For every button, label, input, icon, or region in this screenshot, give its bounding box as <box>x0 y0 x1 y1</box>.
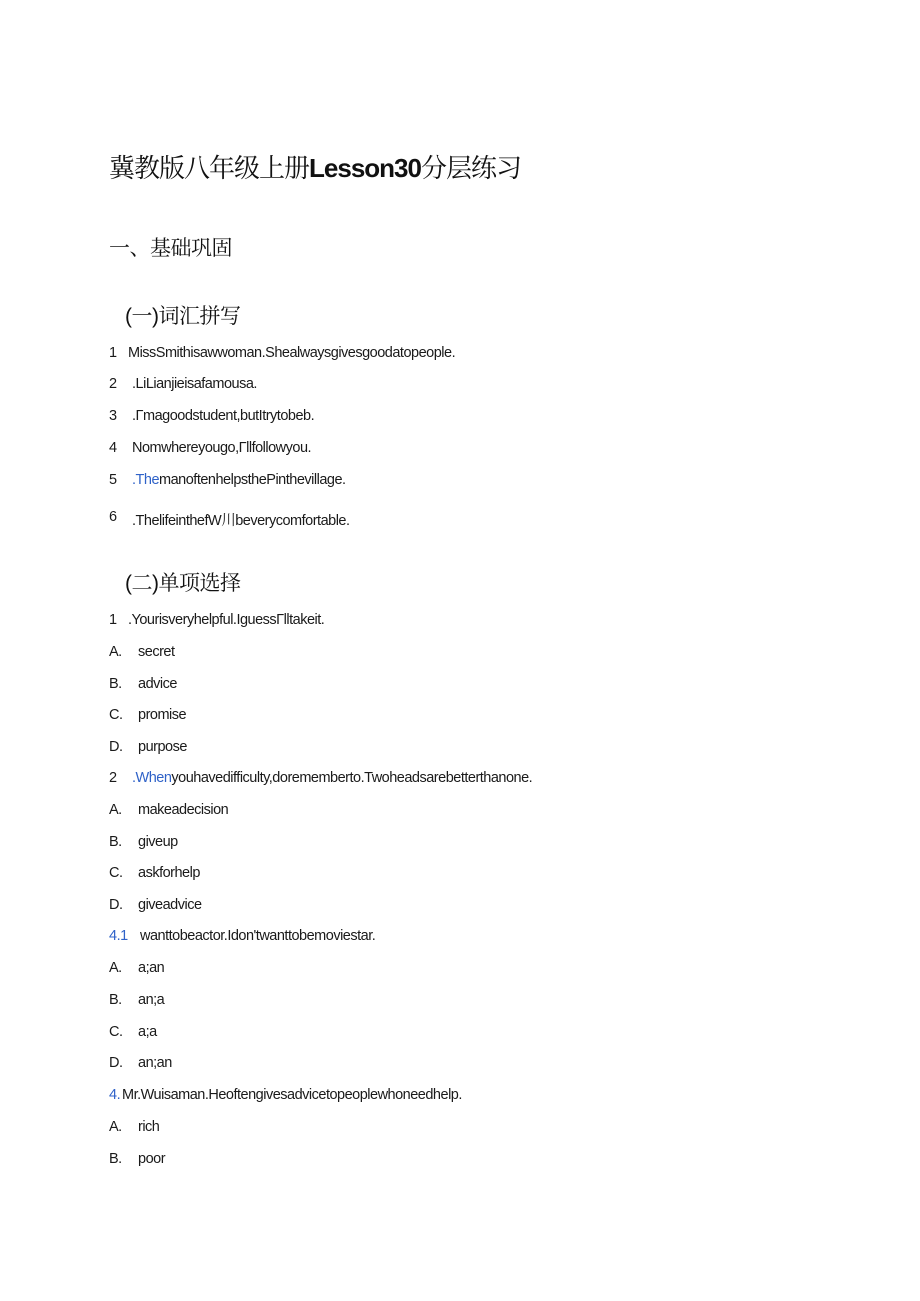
option: D. purpose <box>109 739 187 755</box>
option: A. a;an <box>109 960 165 976</box>
option: C. askforhelp <box>109 865 200 881</box>
question: 4.1 wanttobeactor.Idon'twanttobemoviestar. <box>109 928 376 944</box>
option: B. giveup <box>109 834 178 850</box>
list-item: 2 .LiLianjieisafamousa. <box>109 376 257 392</box>
question: 1 .Yourisveryhelpful.IguessΓlltakeit. <box>109 612 325 628</box>
option: B. advice <box>109 676 177 692</box>
list-item: 5 .ThemanoftenhelpsthePinthevillage. <box>109 472 346 488</box>
option: A. rich <box>109 1119 160 1135</box>
page-title: 冀教版八年级上册Lesson30分层练习 <box>109 153 521 183</box>
option: B. poor <box>109 1151 166 1167</box>
question: 4. Mr.Wuisaman.Heoftengivesadvicetopeoplewhoneedhelp. <box>109 1087 462 1103</box>
option: B. an;a <box>109 992 165 1008</box>
list-item: 6 .ThelifeinthefW川beverycomfortable. <box>109 509 350 529</box>
list-item: 3 .Γmagoodstudent,butItrytobeb. <box>109 408 315 424</box>
option: C. promise <box>109 707 187 723</box>
option: D. an;an <box>109 1055 172 1071</box>
section-heading-basic: 一、基础巩固 <box>109 237 232 260</box>
list-item: 1 MissSmithisawwoman.Shealwaysgivesgoodatopeople. <box>109 345 456 361</box>
question: 2 .Whenyouhavedifficulty,doremembertо.Twoheadsarebetterthanone. <box>109 770 533 786</box>
subsection-heading-mc: (二)单项选择 <box>125 572 241 595</box>
option: A. secret <box>109 644 175 660</box>
list-item: 4 Nomwhereyougo,Γllfollowyou. <box>109 440 312 456</box>
option: C. a;a <box>109 1024 157 1040</box>
option: A. makeadecision <box>109 802 229 818</box>
option: D. giveadvice <box>109 897 202 913</box>
subsection-heading-vocab: (一)词汇拼写 <box>125 305 241 328</box>
